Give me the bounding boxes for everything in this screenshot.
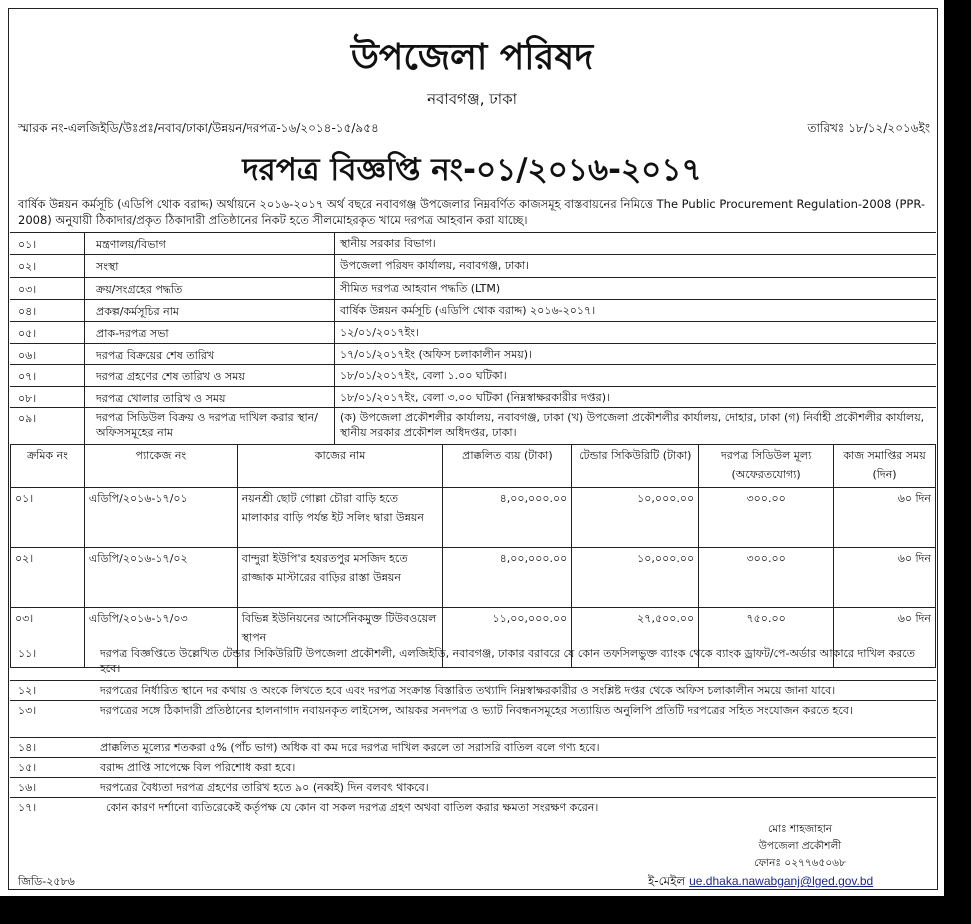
cell-sl: ০৩।	[11, 608, 85, 668]
column-header: কাজের নাম	[237, 445, 443, 488]
info-label: মন্ত্রণালয়/বিভাগ	[96, 238, 166, 251]
cell-schedule: ৩০০.০০	[699, 488, 834, 548]
package-table	[10, 444, 936, 668]
cell-work: বিভিন্ন ইউনিয়নের আর্সেনিকমুক্ত টিউবওয়েল স্থাপন	[237, 608, 443, 668]
signatory-name: মোঃ শাহজাহান	[767, 823, 833, 835]
divider	[10, 737, 936, 738]
condition-no: ১৩।	[18, 704, 37, 717]
info-label: দরপত্র খোলার তারিখ ও সময়	[96, 392, 226, 405]
condition-no: ১৬।	[18, 781, 37, 794]
cell-package: এডিপি/২০১৬-১৭/০১	[84, 488, 237, 548]
cell-days: ৬০ দিন	[834, 548, 936, 608]
condition-text: দরপত্রের বৈধ্যতা দরপত্র গ্রহণের তারিখ হতে ৯০ (নব্বই) দিন বলবৎ থাকবে।	[100, 781, 429, 794]
condition-text: বরাদ্দ প্রাপ্তি সাপেক্ষে বিল পরিশোধ করা হবে।	[100, 761, 296, 774]
email-link[interactable]: ue.dhaka.nawabganj@lged.gov.bd	[689, 874, 874, 888]
memo-number: স্মারক নং-এলজিইডি/উঃপ্রঃ/নবাব/ঢাকা/উন্নয়ন/দরপত্র-১৬/২০১৪-১৫/৯৫৪	[18, 121, 379, 135]
info-no: ০৯।	[18, 412, 37, 425]
info-label: দরপত্র বিক্রয়ের শেষ তারিখ	[96, 349, 215, 362]
cell-schedule: ৩০০.০০	[699, 548, 834, 608]
condition-text: দরপত্রের সঙ্গে ঠিকাদারী প্রতিষ্ঠানের হালনাগাদ নবায়নকৃত লাইসেন্স, আয়কর সনদপত্র ও ভ্যাট নিবন্ধনসমূহের সত্যায়িত অনুলিপি প্রতিটি দরপত্রের সহিত সংযোজন করতে হবে।	[100, 704, 853, 717]
divider	[10, 386, 936, 387]
info-label: ক্রয়/সংগ্রহের পদ্ধতি	[96, 283, 183, 296]
cell-work: বান্দুরা ইউপি'র হযরতপুর মসজিদ হতে রাজ্জাক মাস্টারের বাড়ির রাস্তা উন্নয়ন	[237, 548, 443, 608]
info-value: (ক) উপজেলা প্রকৌশলীর কার্যালয়, নবাবগঞ্জ, ঢাকা (খ) উপজেলা প্রকৌশলীর কার্যালয়, দোহার, ঢাকা (গ) নির্বাহী প্রকৌশলীর কার্যালয়, স্থানীয় সরকার প্রকৌশল অধিদপ্তর, ঢাকা।	[340, 411, 925, 439]
divider	[10, 299, 936, 300]
cell-security: ২৭,৫০০.০০	[572, 608, 699, 668]
divider	[10, 680, 936, 681]
divider	[10, 777, 936, 778]
signatory-phone: ফোনঃ ০২৭৭৬৫০৬৮	[754, 857, 846, 869]
condition-no: ১২।	[18, 684, 37, 697]
info-no: ০১।	[18, 238, 37, 251]
condition-no: ১৪।	[18, 741, 37, 754]
divider	[84, 232, 85, 444]
divider	[10, 232, 936, 233]
cell-package: এডিপি/২০১৬-১৭/০৩	[84, 608, 237, 668]
info-no: ০৬।	[18, 349, 37, 362]
info-no: ০৩।	[18, 283, 37, 296]
info-label: প্রকল্প/কর্মসূচির নাম	[96, 305, 180, 318]
divider	[10, 797, 936, 798]
divider	[10, 343, 936, 344]
info-value: উপজেলা পরিষদ কার্যালয়, নবাবগঞ্জ, ঢাকা।	[340, 259, 530, 272]
info-label: সংস্থা	[96, 260, 119, 273]
info-no: ০২।	[18, 260, 37, 273]
info-value: ১৭/০১/২০১৭ইং (অফিস চলাকালীন সময়)।	[340, 348, 533, 361]
intro-paragraph: বার্ষিক উন্নয়ন কর্মসূচি (এডিপি থোক বরাদ্দ) অর্থায়নে ২০১৬-২০১৭ অর্থ বছরে নবাবগঞ্জ উপজেলার নিম্নবর্ণিত কাজসমূহ বাস্তবায়নের নিমিত্তে The Public Procurement Regulation-2008 (PPR-2008) অনুযায়ী ঠিকাদার/প্রকৃত ঠিকাদারী প্রতিষ্ঠানের নিকট হতে সীলমোহরকৃত খামে দরপত্র আহবান করা যাচ্ছে।	[18, 197, 926, 227]
info-no: ০৭।	[18, 370, 37, 383]
table-header-row	[11, 445, 936, 488]
divider	[10, 321, 936, 322]
info-value: স্থানীয় সরকার বিভাগ।	[340, 237, 436, 250]
condition-no: ১১।	[18, 647, 37, 660]
divider	[10, 700, 936, 701]
footer-code: জিডি-২৫৮৬	[18, 875, 75, 888]
info-label: দরপত্র গ্রহণের শেষ তারিখ ও সময়	[96, 370, 245, 383]
office-title: উপজেলা পরিষদ	[350, 37, 594, 78]
cell-security: ১০,০০০.০০	[572, 548, 699, 608]
info-no: ০৫।	[18, 327, 37, 340]
divider	[10, 757, 936, 758]
notice-date: তারিখঃ ১৮/১২/২০১৬ইং	[807, 121, 930, 135]
cell-sl: ০২।	[11, 548, 85, 608]
cell-work: নয়নশ্রী ছোট গোল্লা চৌরা বাড়ি হতে মালাকার বাড়ি পর্যন্ত ইট সলিং দ্বারা উন্নয়ন	[237, 488, 443, 548]
email-line	[648, 873, 873, 893]
divider	[10, 364, 936, 365]
table-row	[11, 488, 936, 548]
column-header: প্যাকেজ নং	[84, 445, 237, 488]
condition-no: ১৫।	[18, 761, 37, 774]
cell-cost: ৪,০০,০০০.০০	[443, 488, 572, 548]
condition-no: ১৭।	[18, 801, 37, 814]
divider	[10, 407, 936, 408]
condition-text: দরপত্রের নির্ধারিত স্থানে দর কথায় ও অংকে লিখতে হবে এবং দরপত্র সংক্রান্ত বিস্তারিত তথ্যাদি নিম্নস্বাক্ষরকারীর ও সংশ্লিষ্ট দপ্তর থেকে অফিস চলাকালীন সময়ে জানা যাবে।	[100, 684, 836, 697]
cell-cost: ৪,০০,০০০.০০	[443, 548, 572, 608]
signatory-designation: উপজেলা প্রকৌশলী	[758, 840, 842, 852]
condition-text: কোন কারণ দর্শানো ব্যতিরেকেই কর্তৃপক্ষ যে কোন বা সকল দরপত্র গ্রহণ অথবা বাতিল করার ক্ষমতা সংরক্ষণ করেন।	[106, 801, 599, 814]
info-value: ১৮/০১/২০১৭ইং, বেলা ৩.০০ ঘটিকা (নিম্নস্বাক্ষরকারীর দপ্তর)।	[340, 391, 610, 404]
info-value: বার্ষিক উন্নয়ন কর্মসূচি (এডিপি থোক বরাদ্দ) ২০১৬-২০১৭।	[340, 304, 596, 317]
column-header: টেন্ডার সিকিউরিটি (টাকা)	[572, 445, 699, 488]
column-header: প্রাক্কলিত ব্যয় (টাকা)	[443, 445, 572, 488]
cell-days: ৬০ দিন	[834, 488, 936, 548]
info-value: ১৮/০১/২০১৭ইং, বেলা ১.০০ ঘটিকা।	[340, 369, 507, 382]
cell-security: ১০,০০০.০০	[572, 488, 699, 548]
email-label: ই-মেইল	[648, 874, 686, 888]
cell-days: ৬০ দিন	[834, 608, 936, 668]
cell-package: এডিপি/২০১৬-১৭/০২	[84, 548, 237, 608]
info-no: ০৪।	[18, 305, 37, 318]
info-value: সীমিত দরপত্র আহবান পদ্ধতি (LTM)	[340, 282, 501, 295]
info-label: দরপত্র সিডিউল বিক্রয় ও দরপত্র দাখিল করার স্থান/অফিসসমূহের নাম	[96, 411, 318, 439]
divider	[10, 254, 936, 255]
table-row	[11, 548, 936, 608]
cell-sl: ০১।	[11, 488, 85, 548]
cell-cost: ১১,০০,০০০.০০	[443, 608, 572, 668]
divider	[10, 277, 936, 278]
tender-notice-title: দরপত্র বিজ্ঞপ্তি নং-০১/২০১৬-২০১৭	[242, 152, 702, 188]
column-header: দরপত্র সিডিউল মূল্য (অফেরতযোগ্য)	[699, 445, 834, 488]
cell-schedule: ৭৫০.০০	[699, 608, 834, 668]
column-header: কাজ সমাপ্তির সময় (দিন)	[834, 445, 936, 488]
info-no: ০৮।	[18, 392, 37, 405]
condition-text: দরপত্র বিজ্ঞপ্তিতে উল্লেখিত টেন্ডার সিকিউরিটি উপজেলা প্রকৌশলী, এলজিইডি, নবাবগঞ্জ, ঢাকার বরাবরে যে কোন তফসিলভুক্ত ব্যাংক থেকে ব্যাংক ড্রাফট/পে-অর্ডার আকারে দাখিল করতে হবে।	[100, 647, 915, 675]
condition-text: প্রাক্কলিত মূল্যের শতকরা ৫% (পাঁচ ভাগ) অধিক বা কম দরে দরপত্র দাখিল করলে তা সরাসরি বাতিল বলে গণ্য হবে।	[100, 741, 600, 754]
info-label: প্রাক-দরপত্র সভা	[96, 327, 169, 340]
info-value: ১২/০১/২০১৭ইং।	[340, 326, 419, 339]
office-location: নবাবগঞ্জ, ঢাকা	[427, 90, 517, 108]
column-header: ক্রমিক নং	[11, 445, 85, 488]
